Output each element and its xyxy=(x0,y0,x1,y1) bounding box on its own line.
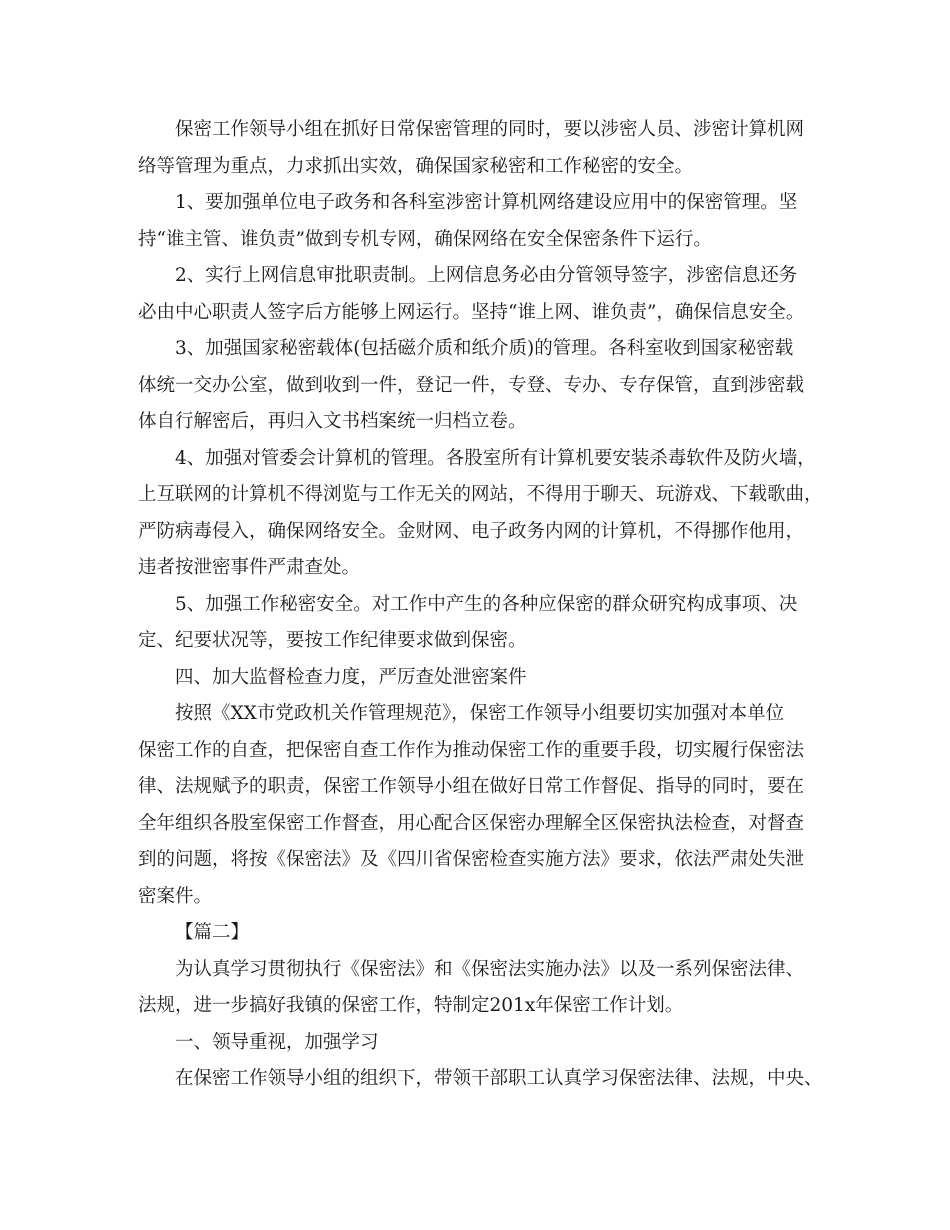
text-line: 体自行解密后，再归入文书档案统一归档立卷。 xyxy=(138,411,527,432)
text-line: 上互联网的计算机不得浏览与工作无关的网站，不得用于聊天、玩游戏、下载歌曲， xyxy=(138,484,823,505)
heading-text: 一、领导重视，加强学习 xyxy=(175,1031,379,1053)
text-line: 律、法规赋予的职责，保密工作领导小组在做好日常工作督促、指导的同时，要在 xyxy=(138,776,805,797)
text-line: 1、要加强单位电子政务和各科室涉密计算机网络建设应用中的保密管理。坚 xyxy=(175,192,798,213)
text-line: 5、加强工作秘密安全。对工作中产生的各种应保密的群众研究构成事项、决 xyxy=(175,593,798,615)
section-heading xyxy=(138,1025,828,1062)
paragraph xyxy=(138,1061,828,1098)
paragraph xyxy=(138,587,828,660)
paragraph xyxy=(138,696,828,915)
text-line: 法规，进一步搞好我镇的保密工作，特制定201x年保密工作计划。 xyxy=(138,995,684,1016)
text-line: 4、加强对管委会计算机的管理。各股室所有计算机要安装杀毒软件及防火墙， xyxy=(175,447,816,469)
heading-text: 【篇二】 xyxy=(175,922,250,943)
text-line: 持“谁主管、谁负责”做到专机专网，确保网络在安全保密条件下运行。 xyxy=(138,228,712,250)
text-line: 全年组织各股室保密工作督查，用心配合区保密办理解全区保密执法检查，对督查 xyxy=(138,812,805,834)
text-line: 保密工作领导小组在抓好日常保密管理的同时，要以涉密人员、涉密计算机网 xyxy=(175,119,805,140)
paragraph xyxy=(138,258,828,331)
text-line: 必由中心职责人签字后方能够上网运行。坚持“谁上网、谁负责”，确保信息安全。 xyxy=(138,301,805,323)
paragraph xyxy=(138,331,828,441)
text-line: 在保密工作领导小组的组织下，带领干部职工认真学习保密法律、法规，中央、 xyxy=(175,1068,823,1089)
text-line: 密案件。 xyxy=(138,885,213,907)
text-line: 违者按泄密事件严肃查处。 xyxy=(138,557,361,578)
paragraph xyxy=(138,441,828,587)
text-line: 体统一交办公室，做到收到一件，登记一件，专登、专办、专存保管，直到涉密载 xyxy=(138,374,805,396)
text-line: 2、实行上网信息审批职责制。上网信息务必由分管领导签字，涉密信息还务 xyxy=(175,265,798,286)
text-line: 按照《XX市党政机关作管理规范》，保密工作领导小组要切实加强对本单位 xyxy=(175,703,785,724)
paragraph xyxy=(138,185,828,258)
text-line: 保密工作的自查，把保密自查工作作为推动保密工作的重要手段，切实履行保密法 xyxy=(138,739,805,761)
text-line: 3、加强国家秘密载体(包括磁介质和纸介质)的管理。各科室收到国家秘密载 xyxy=(175,338,794,359)
paragraph xyxy=(138,952,828,1025)
document-body xyxy=(138,112,828,1098)
paragraph xyxy=(138,112,828,185)
text-line: 络等管理为重点，力求抓出实效，确保国家秘密和工作秘密的安全。 xyxy=(138,155,694,177)
section-heading xyxy=(138,915,828,952)
text-line: 定、纪要状况等，要按工作纪律要求做到保密。 xyxy=(138,630,527,651)
text-line: 严防病毒侵入，确保网络安全。金财网、电子政务内网的计算机，不得挪作他用， xyxy=(138,520,805,542)
heading-text: 四、加大监督检查力度，严厉查处泄密案件 xyxy=(175,666,527,688)
text-line: 为认真学习贯彻执行《保密法》和《保密法实施办法》以及一系列保密法律、 xyxy=(175,958,805,980)
text-line: 到的问题，将按《保密法》及《四川省保密检查实施方法》要求，依法严肃处失泄 xyxy=(138,849,805,870)
section-heading xyxy=(138,660,828,697)
